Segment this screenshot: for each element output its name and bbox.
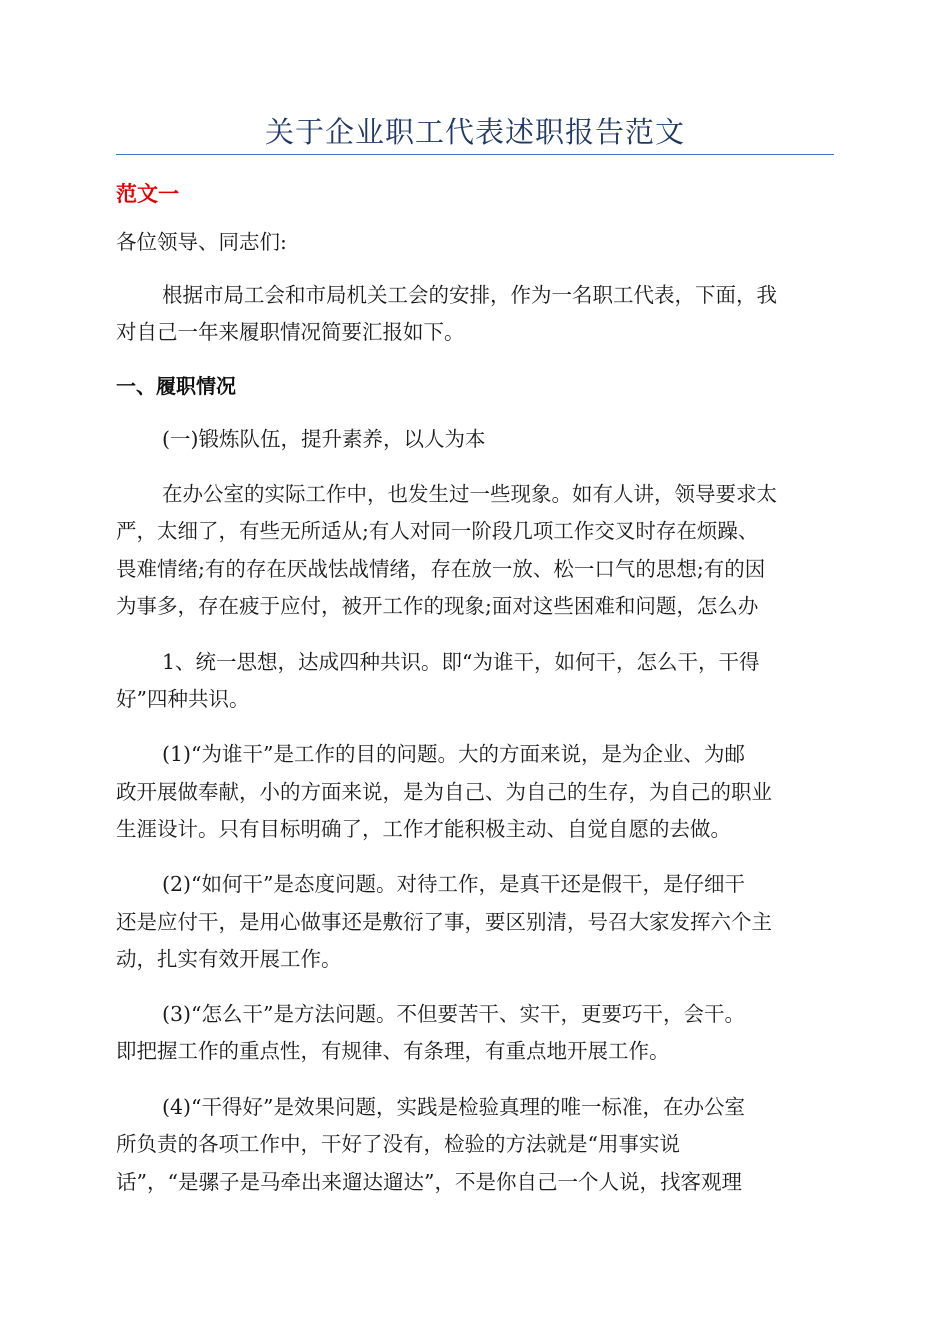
- paragraph-line: (1)“为谁干”是工作的目的问题。大的方面来说，是为企业、为邮: [162, 742, 745, 766]
- paragraph-line: 为事多，存在疲于应付，被开工作的现象;面对这些困难和问题，怎么办: [116, 594, 759, 618]
- paragraph-line: 对自己一年来履职情况简要汇报如下。: [116, 320, 465, 344]
- paragraph-line: (2)“如何干”是态度问题。对待工作，是真干还是假干，是仔细干: [162, 872, 745, 896]
- paragraph-line: 话”，“是骡子是马牵出来遛达遛达”，不是你自己一个人说，找客观理: [116, 1170, 742, 1194]
- paragraph-line: 严，太细了，有些无所适从;有人对同一阶段几项工作交叉时存在烦躁、: [116, 519, 759, 543]
- paragraph-line: 动，扎实有效开展工作。: [116, 947, 342, 971]
- paragraph-line: 生涯设计。只有目标明确了，工作才能积极主动、自觉自愿的去做。: [116, 817, 731, 841]
- section-heading: 一、履职情况: [116, 374, 236, 398]
- paragraph-line: 1、统一思想，达成四种共识。即“为谁干，如何干，怎么干，干得: [162, 650, 760, 674]
- paragraph-line: 所负责的各项工作中，干好了没有，检验的方法就是“用事实说: [116, 1132, 680, 1156]
- paragraph-line: 好”四种共识。: [116, 687, 250, 711]
- document-title: 关于企业职工代表述职报告范文: [264, 115, 685, 149]
- title-underline: [116, 154, 834, 155]
- subheading: (一)锻炼队伍，提升素养，以人为本: [162, 427, 486, 451]
- paragraph-line: 政开展做奉献，小的方面来说，是为自己、为自己的生存，为自己的职业: [116, 780, 772, 804]
- greeting: 各位领导、同志们:: [116, 230, 287, 254]
- section-title: 范文一: [116, 182, 179, 206]
- paragraph-line: 还是应付干，是用心做事还是敷衍了事，要区别清，号召大家发挥六个主: [116, 910, 772, 934]
- paragraph-line: 在办公室的实际工作中，也发生过一些现象。如有人讲，领导要求太: [162, 482, 777, 506]
- paragraph-line: 即把握工作的重点性，有规律、有条理，有重点地开展工作。: [116, 1039, 670, 1063]
- paragraph-line: (4)“干得好”是效果问题，实践是检验真理的唯一标准，在办公室: [162, 1095, 745, 1119]
- paragraph-line: 根据市局工会和市局机关工会的安排，作为一名职工代表，下面，我: [162, 283, 777, 307]
- paragraph-line: (3)“怎么干”是方法问题。不但要苦干、实干，更要巧干，会干。: [162, 1002, 745, 1026]
- paragraph-line: 畏难情绪;有的存在厌战怯战情绪，存在放一放、松一口气的思想;有的因: [116, 557, 766, 581]
